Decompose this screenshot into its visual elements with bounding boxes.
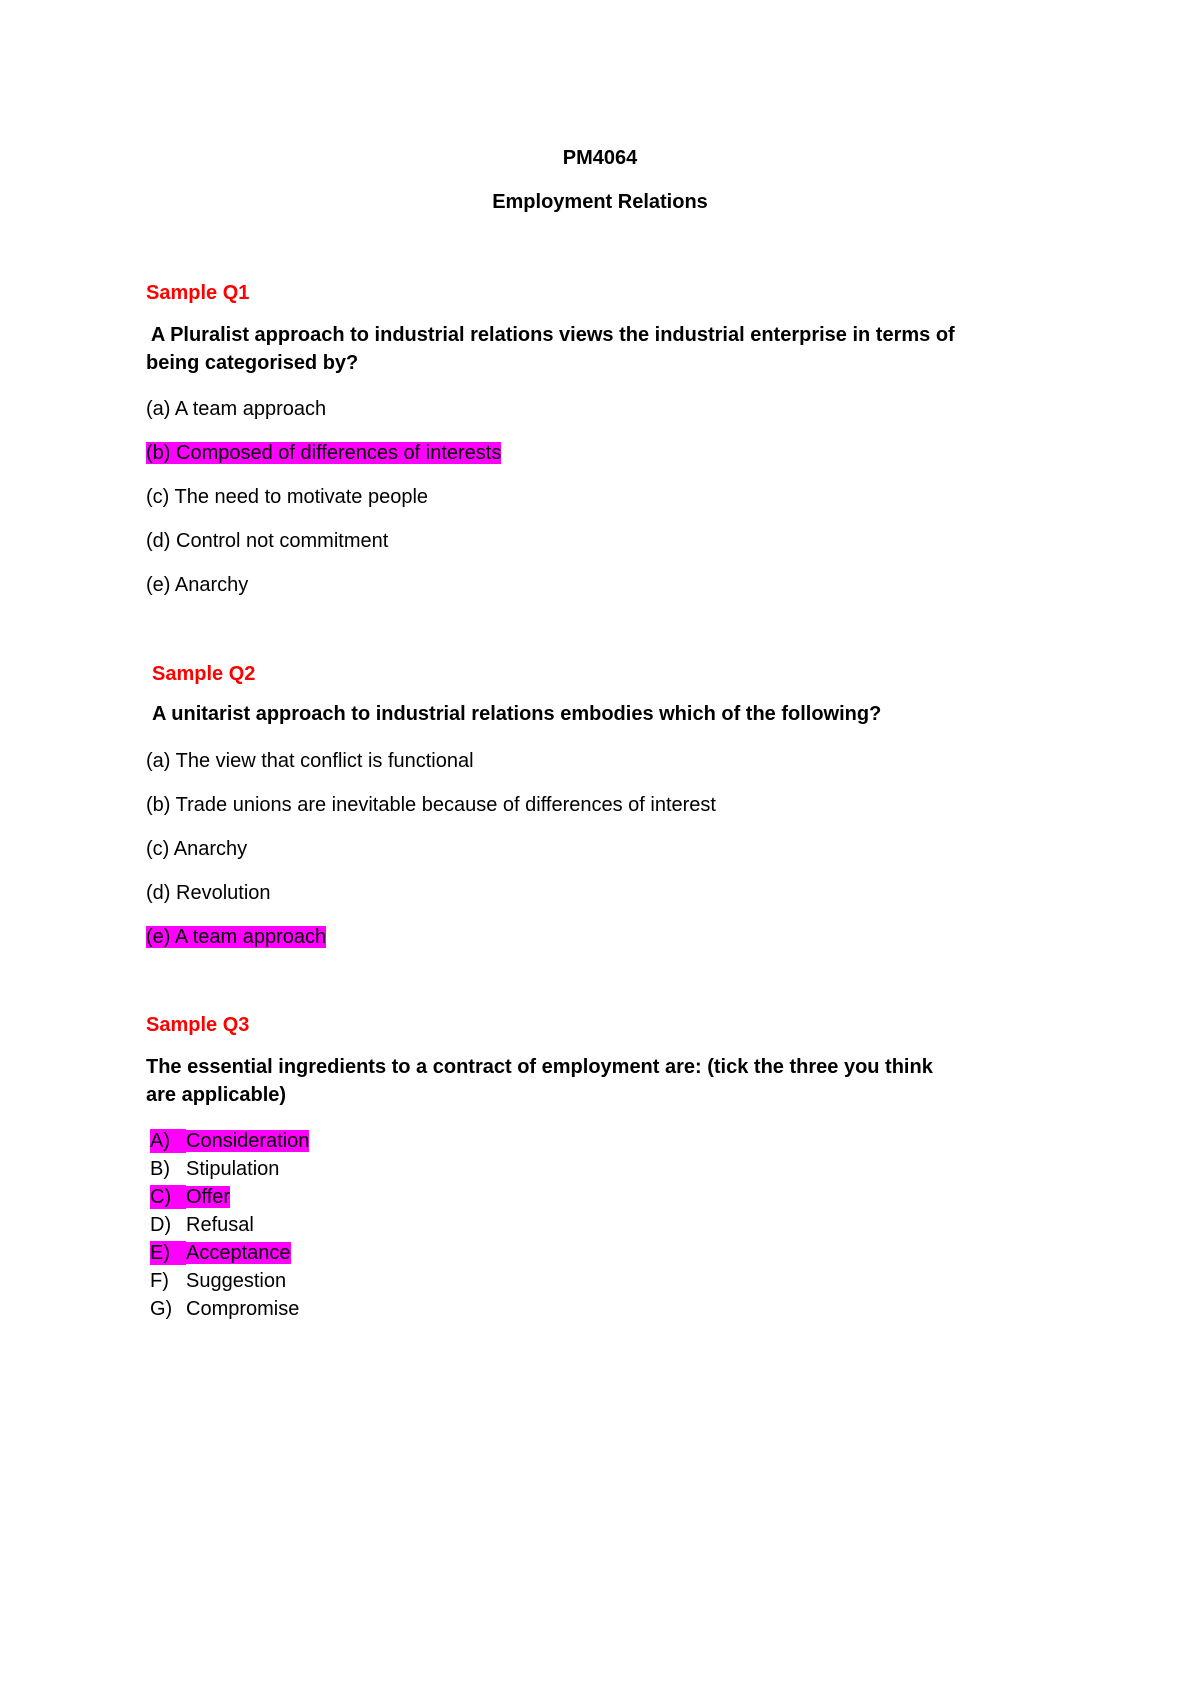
q1-question-line1: A Pluralist approach to industrial relations views the industrial enterprise in terms of bbox=[146, 324, 955, 346]
q3-option-b-letter: B) bbox=[150, 1158, 170, 1180]
q1-question-line2: being categorised by? bbox=[146, 352, 359, 374]
q3-option-g-letter: G) bbox=[150, 1298, 173, 1320]
q1-option-b bbox=[146, 441, 501, 465]
q3-option-a bbox=[150, 1129, 309, 1153]
q1-option-a-text: (a) A team approach bbox=[146, 398, 327, 420]
q2-question: A unitarist approach to industrial relations embodies which of the following? bbox=[152, 703, 882, 725]
q3-option-g bbox=[150, 1297, 299, 1321]
course-code: PM4064 bbox=[562, 147, 638, 169]
q1-option-a bbox=[146, 397, 326, 421]
q3-option-c-letter: C) bbox=[150, 1185, 186, 1209]
q3-question-line1: The essential ingredients to a contract of employment are: (tick the three you think bbox=[146, 1056, 933, 1078]
q1-option-d bbox=[146, 529, 388, 553]
q3-option-c-text: Offer bbox=[186, 1186, 231, 1208]
q3-question-line2: are applicable) bbox=[146, 1084, 287, 1106]
q2-option-c-text: (c) Anarchy bbox=[146, 838, 248, 860]
q1-heading: Sample Q1 bbox=[146, 282, 250, 304]
q2-option-d bbox=[146, 881, 271, 905]
q3-option-d bbox=[150, 1213, 254, 1237]
q3-option-g-text: Compromise bbox=[186, 1298, 300, 1320]
q3-option-d-letter: D) bbox=[150, 1214, 172, 1236]
course-title: Employment Relations bbox=[492, 191, 708, 213]
q3-option-e-letter: E) bbox=[150, 1241, 186, 1265]
q1-option-c-text: (c) The need to motivate people bbox=[146, 486, 429, 508]
q3-option-f-letter: F) bbox=[150, 1270, 169, 1292]
q3-option-a-letter: A) bbox=[150, 1129, 186, 1153]
q3-option-b-text: Stipulation bbox=[186, 1158, 280, 1180]
q2-heading: Sample Q2 bbox=[152, 663, 256, 685]
q2-option-d-text: (d) Revolution bbox=[146, 882, 271, 904]
q3-option-f-text: Suggestion bbox=[186, 1270, 287, 1292]
q3-option-d-text: Refusal bbox=[186, 1214, 254, 1236]
q3-option-a-text: Consideration bbox=[186, 1130, 310, 1152]
q2-option-a-text: (a) The view that conflict is functional bbox=[146, 750, 474, 772]
q3-option-c bbox=[150, 1185, 230, 1209]
q1-option-c bbox=[146, 485, 428, 509]
q2-option-c bbox=[146, 837, 247, 861]
q1-option-d-text: (d) Control not commitment bbox=[146, 530, 389, 552]
q3-option-b bbox=[150, 1157, 279, 1181]
q1-option-e-text: (e) Anarchy bbox=[146, 574, 249, 596]
q1-option-b-text: (b) Composed of differences of interests bbox=[146, 442, 502, 464]
q2-option-e bbox=[146, 925, 326, 949]
q3-option-f bbox=[150, 1269, 286, 1293]
q1-option-e bbox=[146, 573, 248, 597]
q2-option-b-text: (b) Trade unions are inevitable because of differences of interest bbox=[146, 794, 716, 816]
q2-option-e-text: (e) A team approach bbox=[146, 926, 327, 948]
q3-heading: Sample Q3 bbox=[146, 1014, 250, 1036]
q3-option-e bbox=[150, 1241, 291, 1265]
q2-option-b bbox=[146, 793, 716, 817]
q3-option-e-text: Acceptance bbox=[186, 1242, 291, 1264]
q2-option-a bbox=[146, 749, 474, 773]
